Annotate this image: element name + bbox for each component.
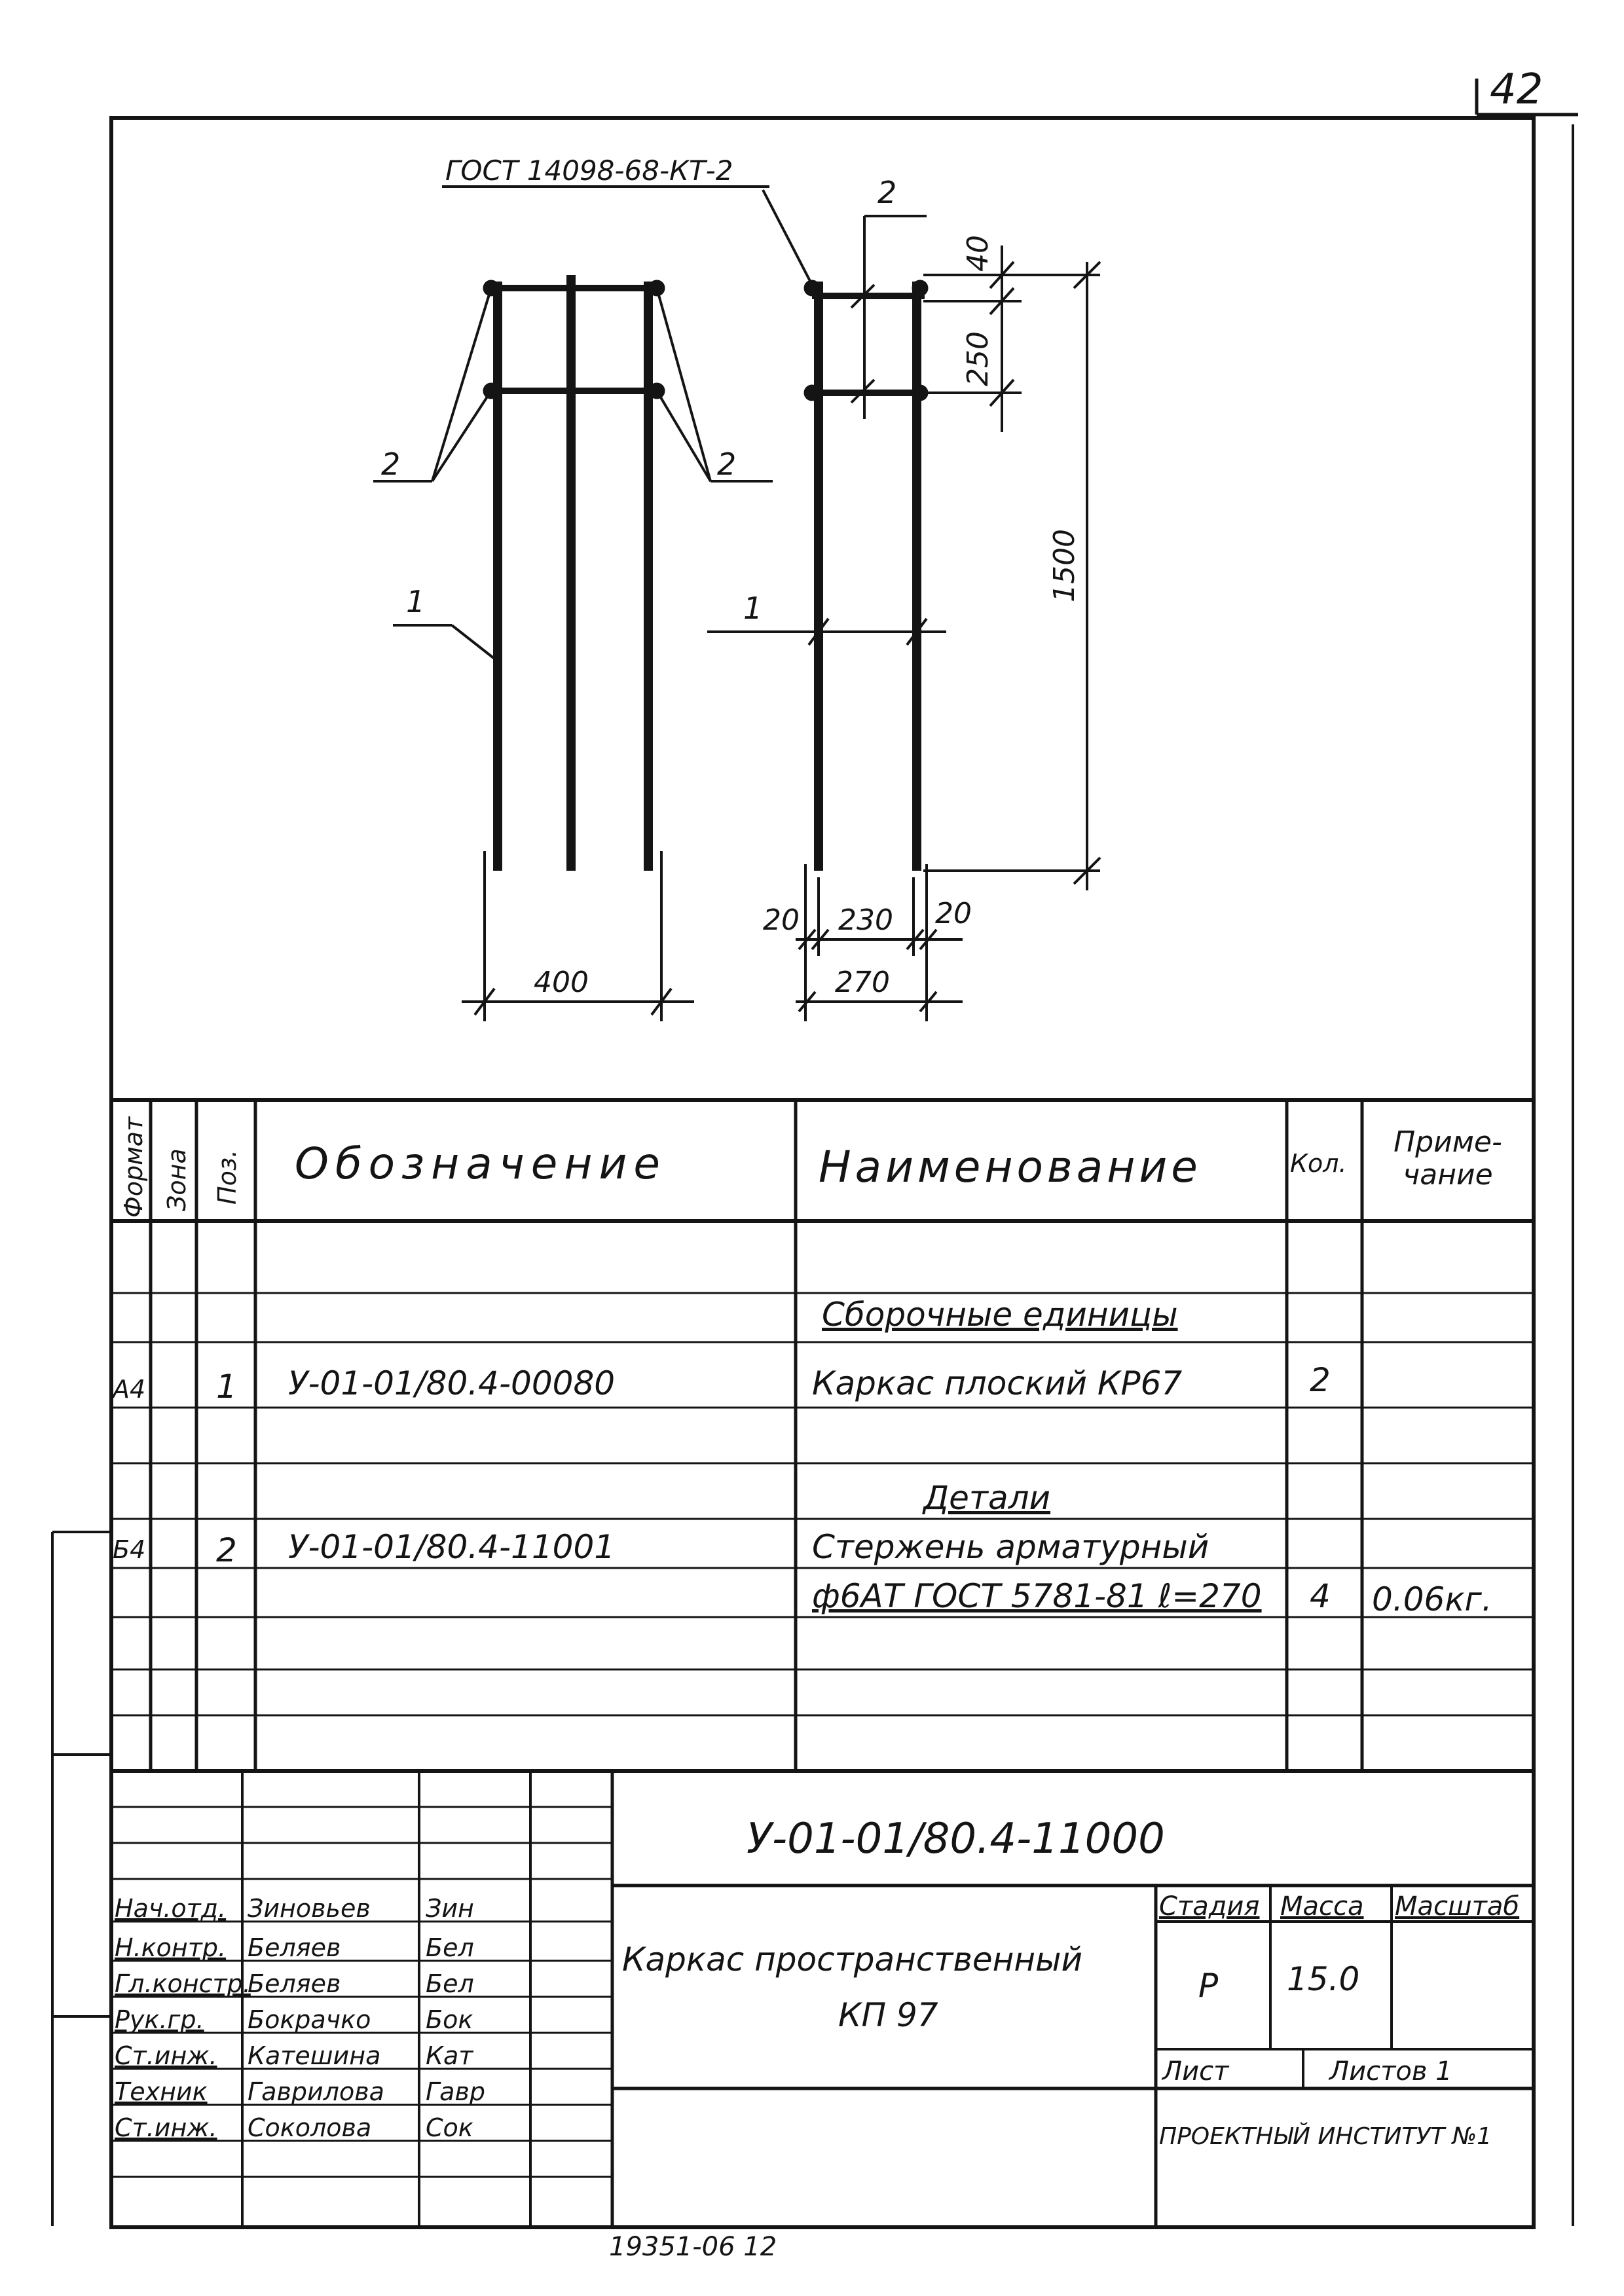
stage-label: Стадия xyxy=(1159,1891,1260,1922)
header-zone: Зона xyxy=(162,1148,191,1211)
sign-role: Техник xyxy=(115,2077,208,2106)
row1-name: Каркас плоский КР67 xyxy=(812,1364,1183,1402)
sheet-label: Лист xyxy=(1162,2056,1229,2086)
sign-role: Нач.отд. xyxy=(115,1894,227,1923)
header-format: Формат xyxy=(119,1116,148,1218)
dim-20-left-label: 20 xyxy=(763,903,800,937)
section-assemblies: Сборочные единицы xyxy=(822,1296,1178,1334)
front-view-bars xyxy=(483,275,665,871)
sign-name: Соколова xyxy=(248,2113,372,2142)
gost-note-leader xyxy=(763,190,812,285)
dim-230-label: 230 xyxy=(838,903,893,937)
sign-role: Гл.констр. xyxy=(115,1969,251,1998)
row2-pos: 2 xyxy=(216,1531,237,1569)
sign-role: Ст.инж. xyxy=(115,2113,217,2142)
row2-qty: 4 xyxy=(1310,1577,1331,1615)
dim-270-label: 270 xyxy=(835,966,890,999)
section-details: Детали xyxy=(923,1479,1051,1517)
header-pos: Поз. xyxy=(213,1149,242,1205)
archive-number: 19351-06 12 xyxy=(609,2232,777,2262)
row2-note: 0.06кг. xyxy=(1372,1580,1492,1618)
header-note: Приме- чание xyxy=(1393,1126,1502,1192)
document-number: У-01-01/80.4-11000 xyxy=(747,1815,1165,1863)
callout-pos2-left-b: 2 xyxy=(717,446,737,482)
dim-250-label: 250 xyxy=(961,331,995,386)
callout-pos2-left-a: 2 xyxy=(381,446,401,482)
signature-table xyxy=(115,1894,485,2142)
sign-mark: Сок xyxy=(426,2113,473,2142)
binding-strip xyxy=(52,1532,111,2226)
row1-format: А4 xyxy=(113,1375,146,1404)
callout-pos1-left: 1 xyxy=(406,584,426,619)
specification-table xyxy=(111,1100,1534,1771)
reinforcement-drawing xyxy=(373,155,1100,1021)
header-name: Наименование xyxy=(819,1142,1202,1192)
organization-name: ПРОЕКТНЫЙ ИНСТИТУТ №1 xyxy=(1159,2123,1492,2150)
dim-400-label: 400 xyxy=(534,966,589,999)
sign-name: Беляев xyxy=(248,1969,341,1998)
sign-mark: Бок xyxy=(426,2005,473,2034)
callout-pos1-right: 1 xyxy=(743,591,763,626)
sign-name: Беляев xyxy=(248,1933,341,1962)
row1-designation: У-01-01/80.4-00080 xyxy=(288,1364,616,1402)
sign-mark: Бел xyxy=(426,1969,474,1998)
dim-20-right-label: 20 xyxy=(935,897,972,930)
sign-name: Катешина xyxy=(248,2041,381,2070)
drawing-title-line1: Каркас пространственный xyxy=(622,1941,1083,1978)
row2-name-line2: ф6АТ ГОСТ 5781-81 ℓ=270 xyxy=(812,1577,1262,1615)
sign-name: Зиновьев xyxy=(248,1894,371,1923)
sign-mark: Бел xyxy=(426,1933,474,1962)
sign-name: Бокрачко xyxy=(248,2005,371,2034)
row1-qty: 2 xyxy=(1310,1361,1331,1399)
sign-name: Гаврилова xyxy=(248,2077,384,2106)
page-number-box xyxy=(1477,65,1578,115)
sign-role: Ст.инж. xyxy=(115,2041,217,2070)
callout-pos2-right: 2 xyxy=(877,175,897,210)
dim-40-label: 40 xyxy=(961,235,995,272)
gost-note: ГОСТ 14098-68-КТ-2 xyxy=(445,155,733,187)
scale-label: Масштаб xyxy=(1395,1891,1520,1922)
sign-role: Рук.гр. xyxy=(115,2005,204,2034)
sign-role: Н.контр. xyxy=(115,1933,227,1962)
header-designation: Обозначение xyxy=(295,1139,667,1189)
dim-1500-label: 1500 xyxy=(1048,529,1081,602)
mass-value: 15.0 xyxy=(1287,1960,1360,1998)
sign-mark: Зин xyxy=(426,1894,474,1923)
mass-label: Масса xyxy=(1280,1891,1364,1922)
row2-designation: У-01-01/80.4-11001 xyxy=(288,1528,616,1566)
page-number: 42 xyxy=(1490,65,1543,114)
sheets-label: Листов 1 xyxy=(1329,2056,1452,2086)
row2-format: Б4 xyxy=(113,1535,146,1564)
row1-pos: 1 xyxy=(216,1368,237,1406)
sign-mark: Гавр xyxy=(426,2077,485,2106)
row2-name-line1: Стержень арматурный xyxy=(812,1528,1209,1566)
drawing-title-line2: КП 97 xyxy=(838,1996,938,2034)
header-qty: Кол. xyxy=(1290,1149,1347,1178)
sign-mark: Кат xyxy=(426,2041,473,2070)
stage-value: Р xyxy=(1198,1967,1219,2005)
side-view-bars xyxy=(804,280,928,871)
